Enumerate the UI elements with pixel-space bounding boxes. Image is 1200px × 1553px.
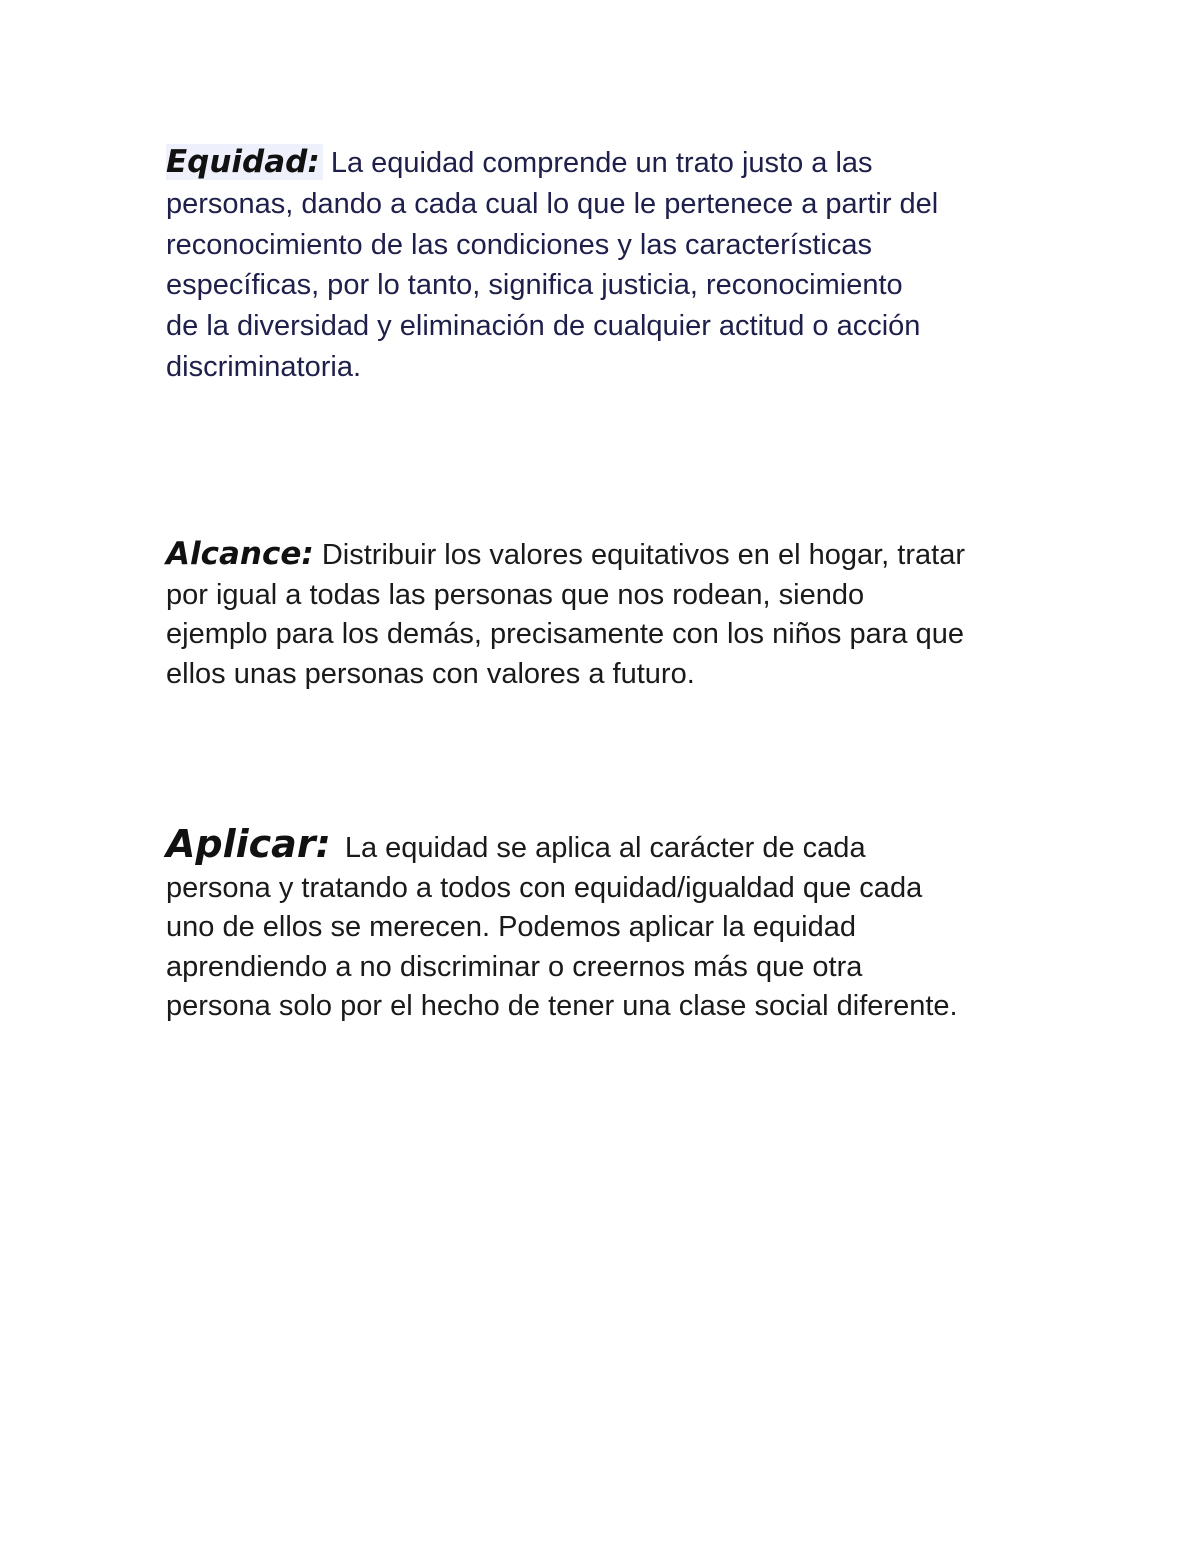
paragraph-line: por igual a todas las personas que nos rodean, siendo [166,578,865,611]
section-equidad [166,142,1046,388]
section-alcance [166,535,1046,694]
paragraph-line: persona y tratando a todos con equidad/igualdad que cada [166,871,923,904]
paragraph-line: discriminatoria. [166,350,361,383]
paragraph-line: ellos unas personas con valores a futuro. [166,657,695,690]
paragraph-line [166,142,1046,184]
paragraph-line: específicas, por lo tanto, significa justicia, reconocimiento [166,269,903,302]
section-aplicar [166,822,1046,1027]
paragraph-line: personas, dando a cada cual lo que le pertenece a partir del [166,187,939,220]
paragraph-line: reconocimiento de las condiciones y las características [166,228,872,261]
paragraph-line: de la diversidad y eliminación de cualquier actitud o acción [166,310,921,343]
paragraph-line [166,822,1046,869]
paragraph-line: aprendiendo a no discriminar o creernos más que otra [166,950,863,983]
paragraph-line: persona solo por el hecho de tener una clase social diferente. [166,990,958,1022]
line-text: La equidad comprende un trato justo a las [330,147,873,179]
line-text: Distribuir los valores equitativos en el hogar, tratar [321,539,965,571]
paragraph-line: ejemplo para los demás, precisamente con los niños para que [166,618,964,650]
term-aplicar: Aplicar: [166,822,331,866]
paragraph-line [166,535,1046,576]
line-text: La equidad se aplica al carácter de cada [344,832,866,864]
term-alcance: Alcance: [166,536,314,572]
paragraph-line: uno de ellos se merecen. Podemos aplicar la equidad [166,911,856,943]
term-equidad: Equidad: [166,144,323,180]
